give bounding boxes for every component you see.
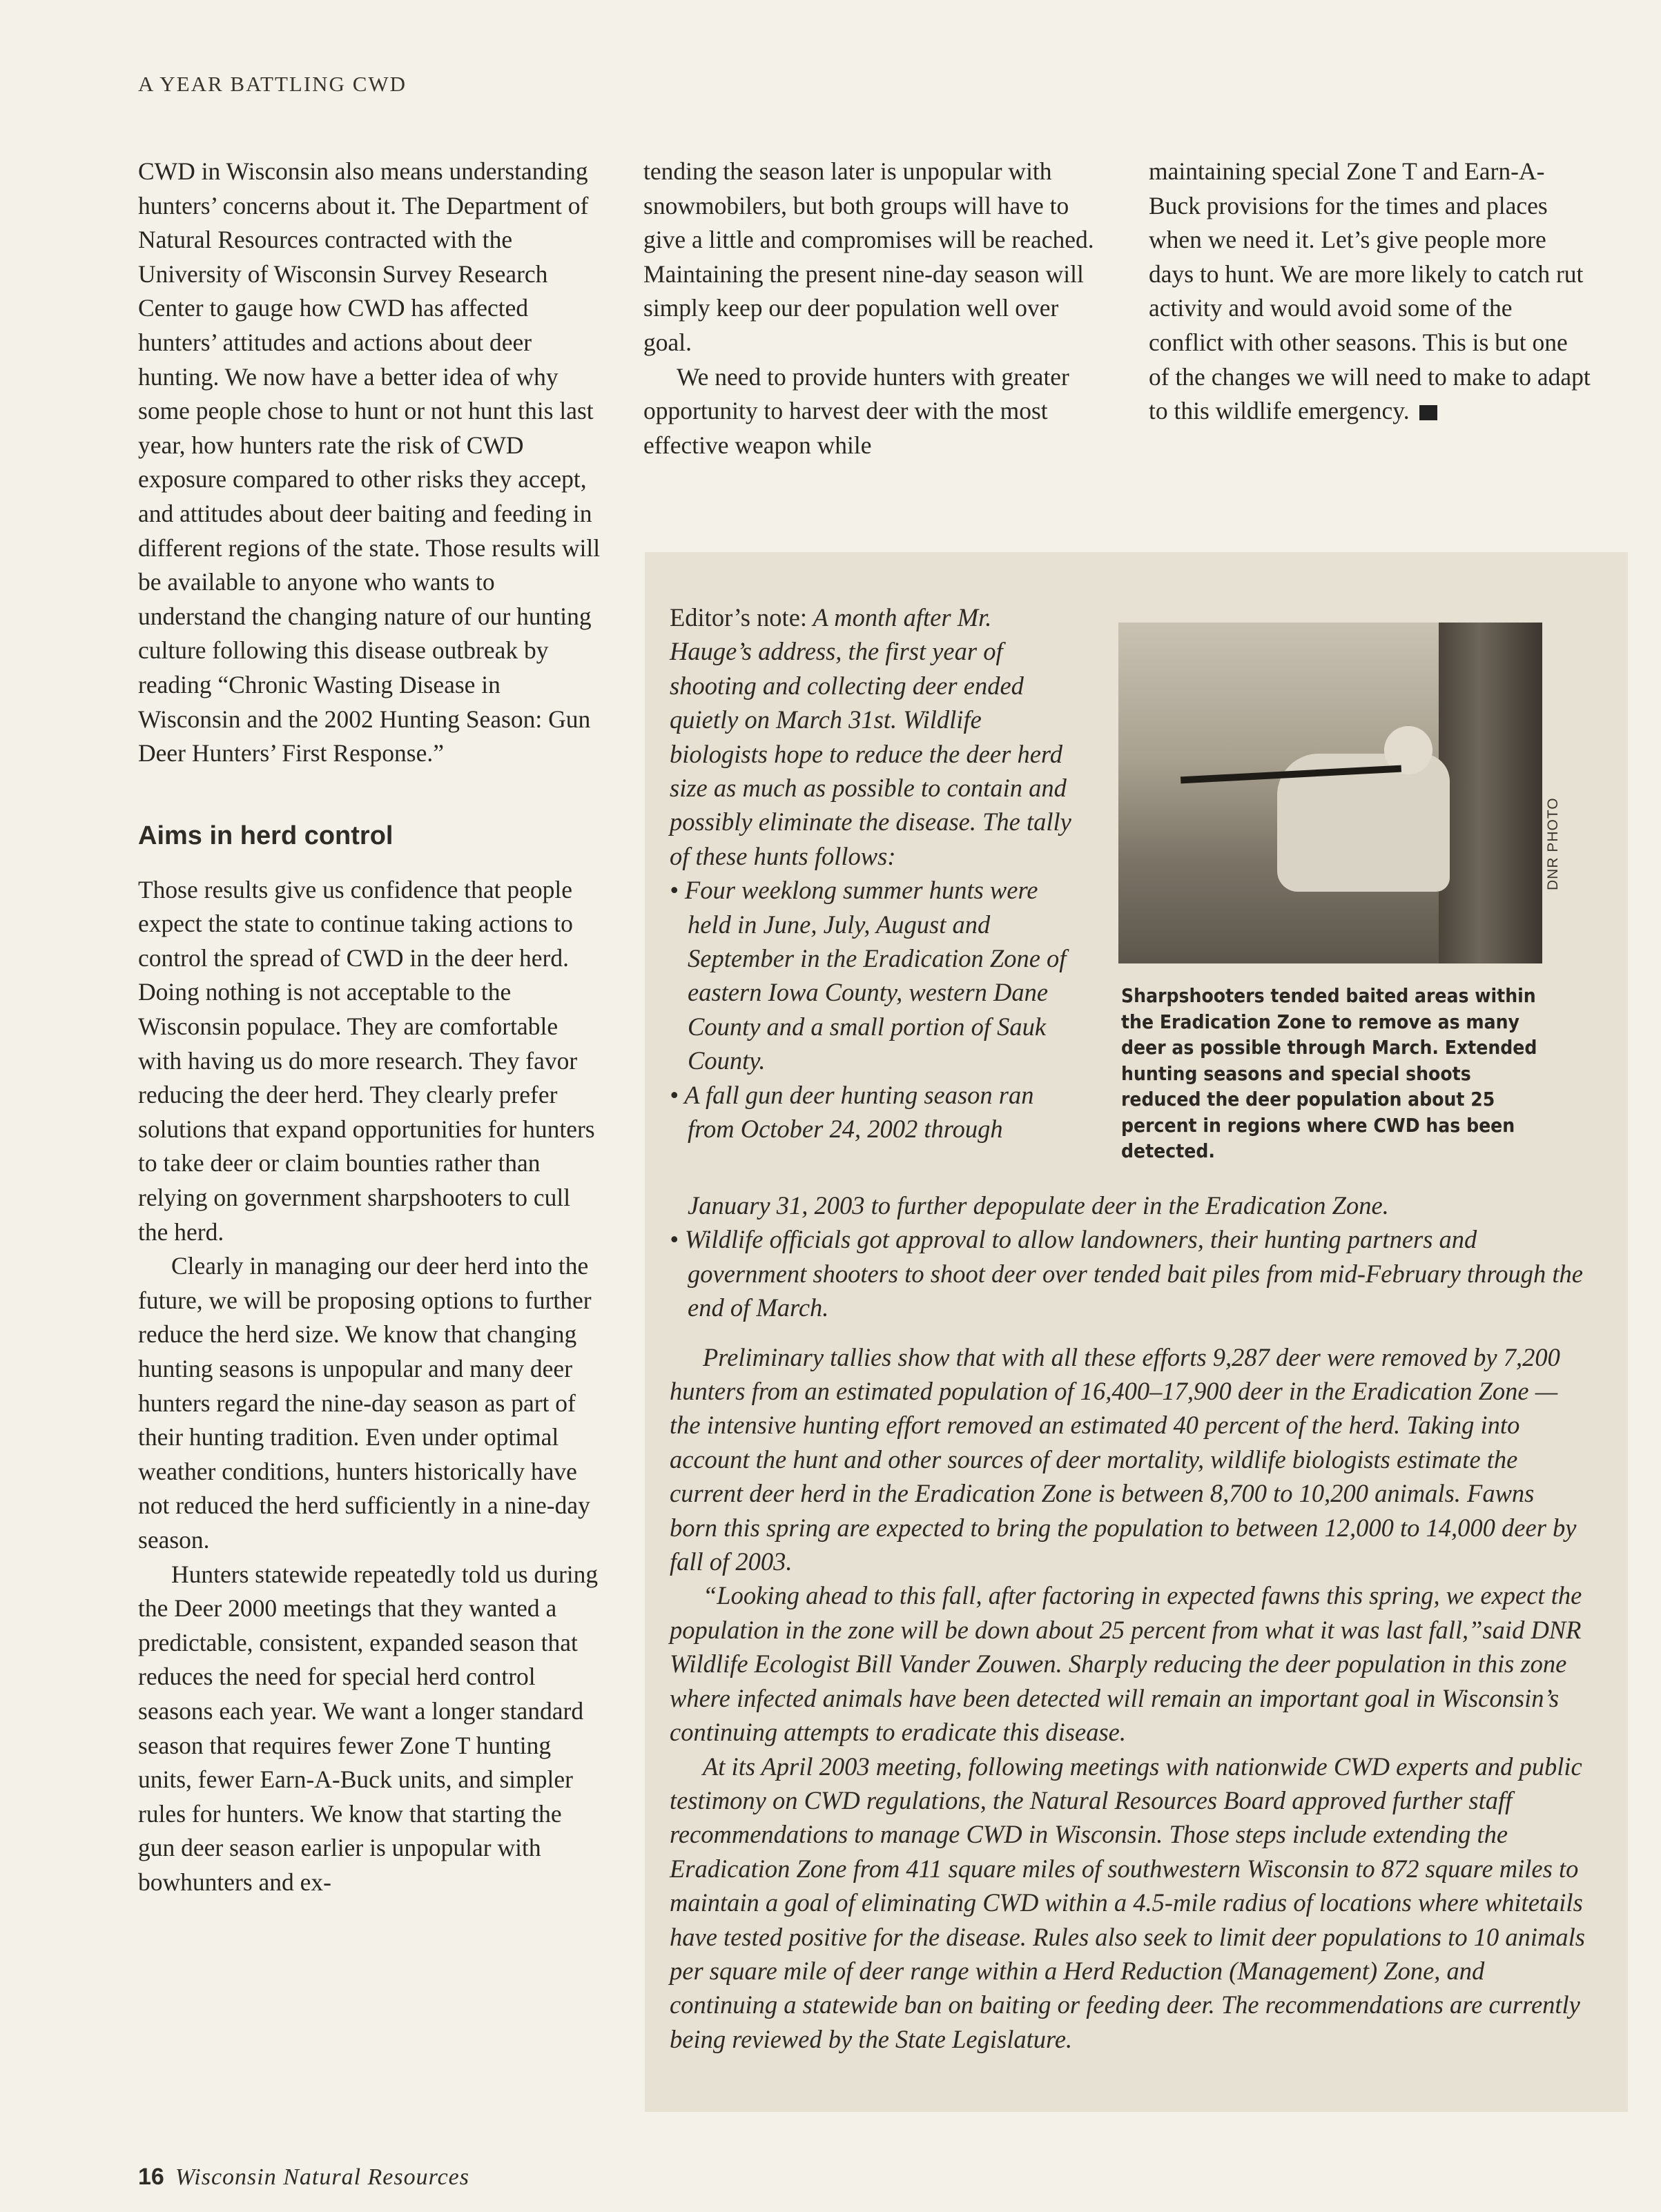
photo-credit: DNR PHOTO — [1545, 797, 1561, 890]
column-3 — [1149, 155, 1591, 429]
paragraph-text: maintaining special Zone T and Earn-A-Buck provisions for the times and places when we need it. Let’s give people more days to hunt. We are more likely to catch rut activity and would avoid some of the conflict with other seasons. This is but one of the changes we will need to make to adapt to this wildlife emergency. — [1149, 157, 1591, 425]
column-1 — [138, 155, 602, 1900]
list-item: • Four weeklong summer hunts were held in June, July, August and September in the Eradication Zone of eastern Iowa County, western Dane County and a small portion of Sauk County. — [670, 876, 1067, 1075]
editors-note-label: Editor’s note: — [670, 603, 808, 632]
paragraph: At its April 2003 meeting, following meetings with nationwide CWD experts and public testimony on CWD regulations, the Natural Resources Board approved further staff recommendations to manage CWD in Wisconsin. Those steps include extending the Eradication Zone from 411 square miles of southwestern Wisconsin to 872 square miles to maintain a goal of eliminating CWD within a 4.5-mile radius of locations where whitetails have tested positive for the disease. Rules also seek to limit deer populations to 10 animals per square mile of deer range within a Herd Reduction (Management) Zone, and continuing a statewide ban on baiting or feeding deer. The recommendations are currently being reviewed by the State Legislature. — [670, 1752, 1585, 2053]
paragraph: Those results give us confidence that people expect the state to continue taking actions to control the spread of CWD in the deer herd. Doing nothing is not acceptable to the Wisconsin populace. They are comfortable with having us do more research. They favor reducing the deer herd. They clearly prefer solutions that expand opportunities for hunters to take deer or claim bounties rather than relying on government sharpshooters to cull the herd. — [138, 875, 595, 1246]
editors-note-text: A month after Mr. Hauge’s address, the first year of shooting and collecting deer ended quietly on March 31st. Wildlife biologists hope to reduce the deer herd size as much as possible to contain and possibly eliminate the disease. The tally of these hunts follows: — [670, 603, 1071, 870]
column-2 — [643, 155, 1107, 462]
page-number: 16 — [138, 2164, 164, 2190]
section-heading: Aims in herd control — [138, 821, 394, 850]
magazine-title: Wisconsin Natural Resources — [175, 2164, 469, 2190]
list-item-continuation: January 31, 2003 to further depopulate deer in the Eradication Zone. — [688, 1191, 1389, 1220]
sharpshooter-photo — [1118, 623, 1542, 963]
end-mark-icon — [1419, 405, 1437, 420]
running-title: A YEAR BATTLING CWD — [138, 72, 407, 96]
paragraph: Hunters statewide repeatedly told us during the Deer 2000 meetings that they wanted a predictable, consistent, expanded season that reduces the need for special herd control seasons each year. We want a longer standard season that requires fewer Zone T hunting units, fewer Earn-A-Buck units, and simpler rules for hunters. We know that starting the gun deer season earlier is unpopular with bowhunters and ex- — [138, 1560, 599, 1896]
paragraph — [1149, 155, 1591, 429]
paragraph: Preliminary tallies show that with all these efforts 9,287 deer were removed by 7,200 hunters from an estimated population of 16,400–17,900 deer in the Eradication Zone — the intensive hunting effort removed an estimated 40 percent of the herd. Taking into account the hunt and other sources of deer mortality, wildlife biologists estimate the current deer herd in the Eradication Zone is between 8,700 to 10,200 animals. Fawns born this spring are expected to bring the population to between 12,000 to 14,000 deer by fall of 2003. — [670, 1342, 1577, 1576]
editors-note-sidebar — [645, 552, 1628, 2112]
paragraph: “Looking ahead to this fall, after factoring in expected fawns this spring, we expect the population in the zone will be down about 25 percent from what it was last fall,”said DNR Wildlife Ecologist Bill Vander Zouwen. Sharply reducing the deer population in this zone where infected animals have been detected will remain an important goal in Wisconsin’s continuing attempts to eradicate this disease. — [670, 1581, 1582, 1747]
paragraph: We need to provide hunters with greater opportunity to harvest deer with the most effective weapon while — [643, 362, 1069, 459]
page-footer — [138, 2164, 469, 2191]
list-item: • A fall gun deer hunting season ran from October 24, 2002 through — [670, 1080, 1034, 1144]
tree-trunk — [1439, 623, 1542, 963]
list-item: • Wildlife officials got approval to allow landowners, their hunting partners and government shooters to shoot deer over tended bait piles from mid-February through the end of March. — [670, 1225, 1583, 1322]
photo-caption: Sharpshooters tended baited areas within the Eradication Zone to remove as many deer as possible through March. Extended hunting seasons and special shoots reduced the deer population about 25 percent in regions where CWD has been detected. — [1121, 984, 1537, 1162]
paragraph: CWD in Wisconsin also means understanding hunters’ concerns about it. The Department of Natural Resources contracted with the University of Wisconsin Survey Research Center to gauge how CWD has affected hunters’ attitudes and actions about deer hunting. We now have a better idea of why some people chose to hunt or not hunt this last year, how hunters rate the risk of CWD exposure compared to other risks they accept, and attitudes about deer baiting and feeding in different regions of the state. Those results will be available to anyone who wants to understand the changing nature of our hunting culture following this disease outbreak by reading “Chronic Wasting Disease in Wisconsin and the 2002 Hunting Season: Gun Deer Hunters’ First Response.” — [138, 157, 601, 767]
editors-note-body — [670, 1188, 1588, 2056]
editors-note-intro — [670, 600, 1077, 1146]
paragraph: Clearly in managing our deer herd into the future, we will be proposing options to further reduce the herd size. We know that changing hunting seasons is unpopular and many deer hunters regard the nine-day season as part of their hunting tradition. Even under optimal weather conditions, hunters historically have not reduced the herd sufficiently in a nine-day season. — [138, 1252, 592, 1554]
paragraph: tending the season later is unpopular with snowmobilers, but both groups will have to give a little and compromises will be reached. Maintaining the present nine-day season will simply keep our deer population well over goal. — [643, 157, 1094, 356]
